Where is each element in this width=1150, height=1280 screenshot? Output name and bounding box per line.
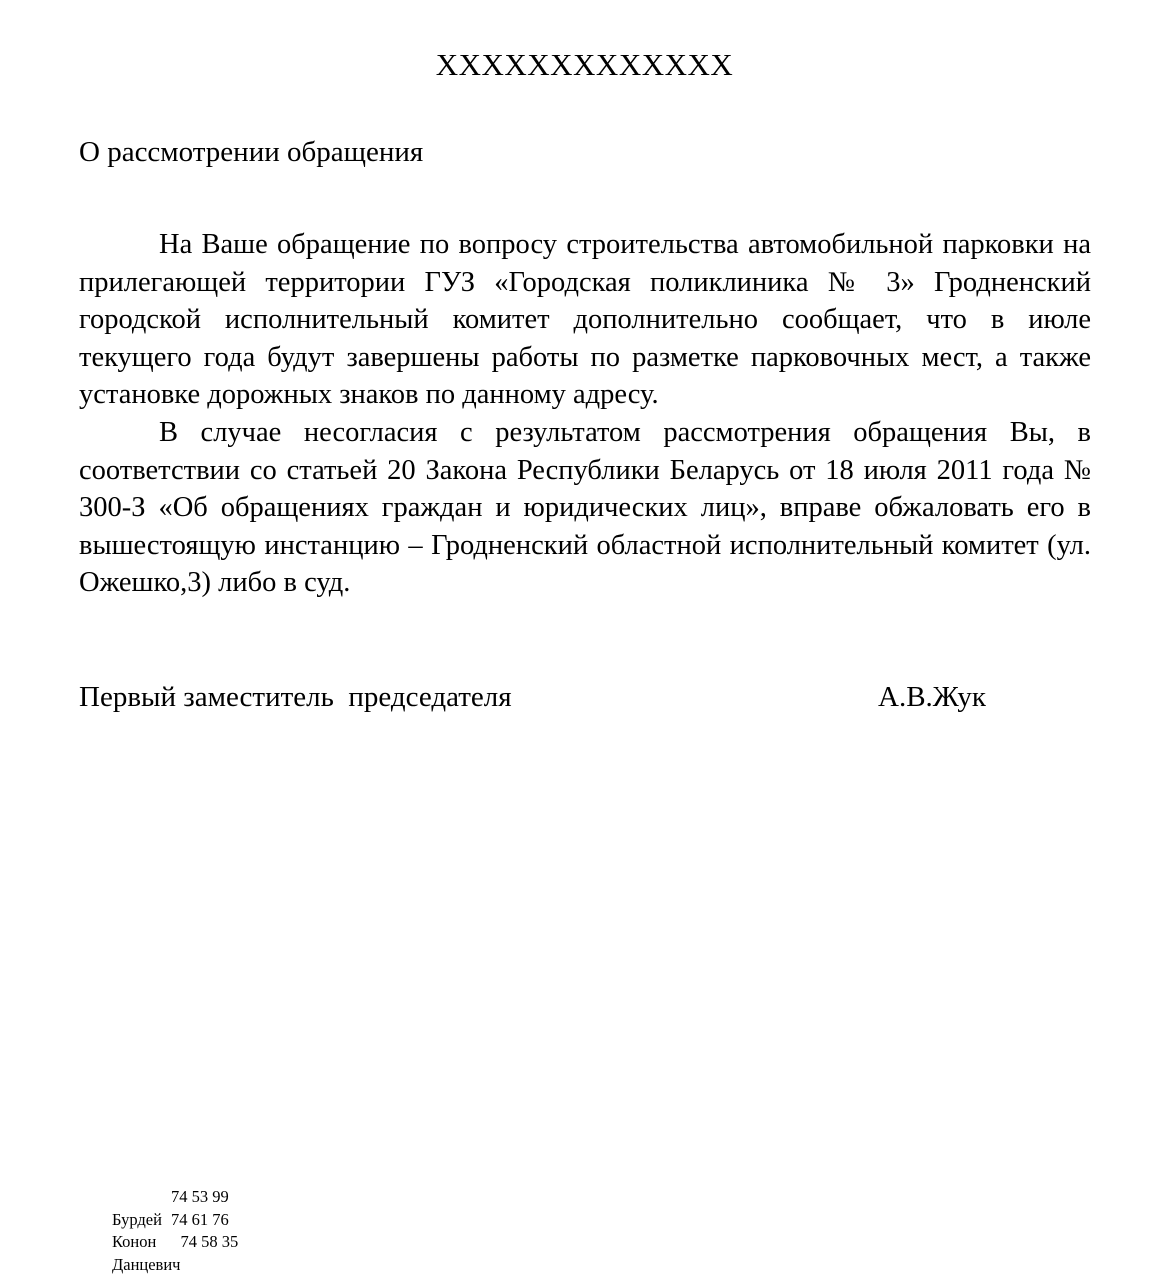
contact-name <box>79 1231 180 1280</box>
contact-name-text: Конон <box>112 1232 157 1251</box>
body-paragraph: В случае несогласия с результатом рассмотрения обращения Вы, в соответствии со статьей 20 Закона Республики Беларусь от 18 июля 2011 года № 300-З «Об обращениях граждан и юридических лиц», вправе обжаловать его в вышестоящую инстанцию – Гродненский областной исполнительный комитет (ул. Ожешко,3) либо в суд. <box>79 416 1091 599</box>
contact-row <box>79 1231 239 1274</box>
letter-body <box>79 226 1091 602</box>
subject-line: О рассмотрении обращения <box>79 136 424 168</box>
body-paragraph: На Ваше обращение по вопросу строительства автомобильной парковки на прилегающей территории ГУЗ «Городская поликлиника № 3» Гродненский городской исполнительный комитет дополнительно сообщает, что в июле текущего года будут завершены работы по разметке парковочных мест, а также установке дорожных знаков по данному адресу. <box>79 229 1091 411</box>
contacts-footer <box>79 1186 239 1274</box>
addressee-redacted-line: XXXXXXXXXXXXX <box>435 47 734 82</box>
contact-name-text: Данцевич <box>112 1254 181 1274</box>
contact-name-text: Бурдей <box>112 1209 162 1229</box>
signatory-title: Первый заместитель председателя <box>79 681 512 713</box>
contact-phone: 74 58 35 <box>180 1232 239 1251</box>
signatory-name: А.В.Жук <box>878 681 986 713</box>
signature-block <box>79 679 1091 715</box>
contact-phone: 74 53 99 <box>171 1187 229 1206</box>
contact-phone: 74 61 76 <box>171 1209 229 1229</box>
